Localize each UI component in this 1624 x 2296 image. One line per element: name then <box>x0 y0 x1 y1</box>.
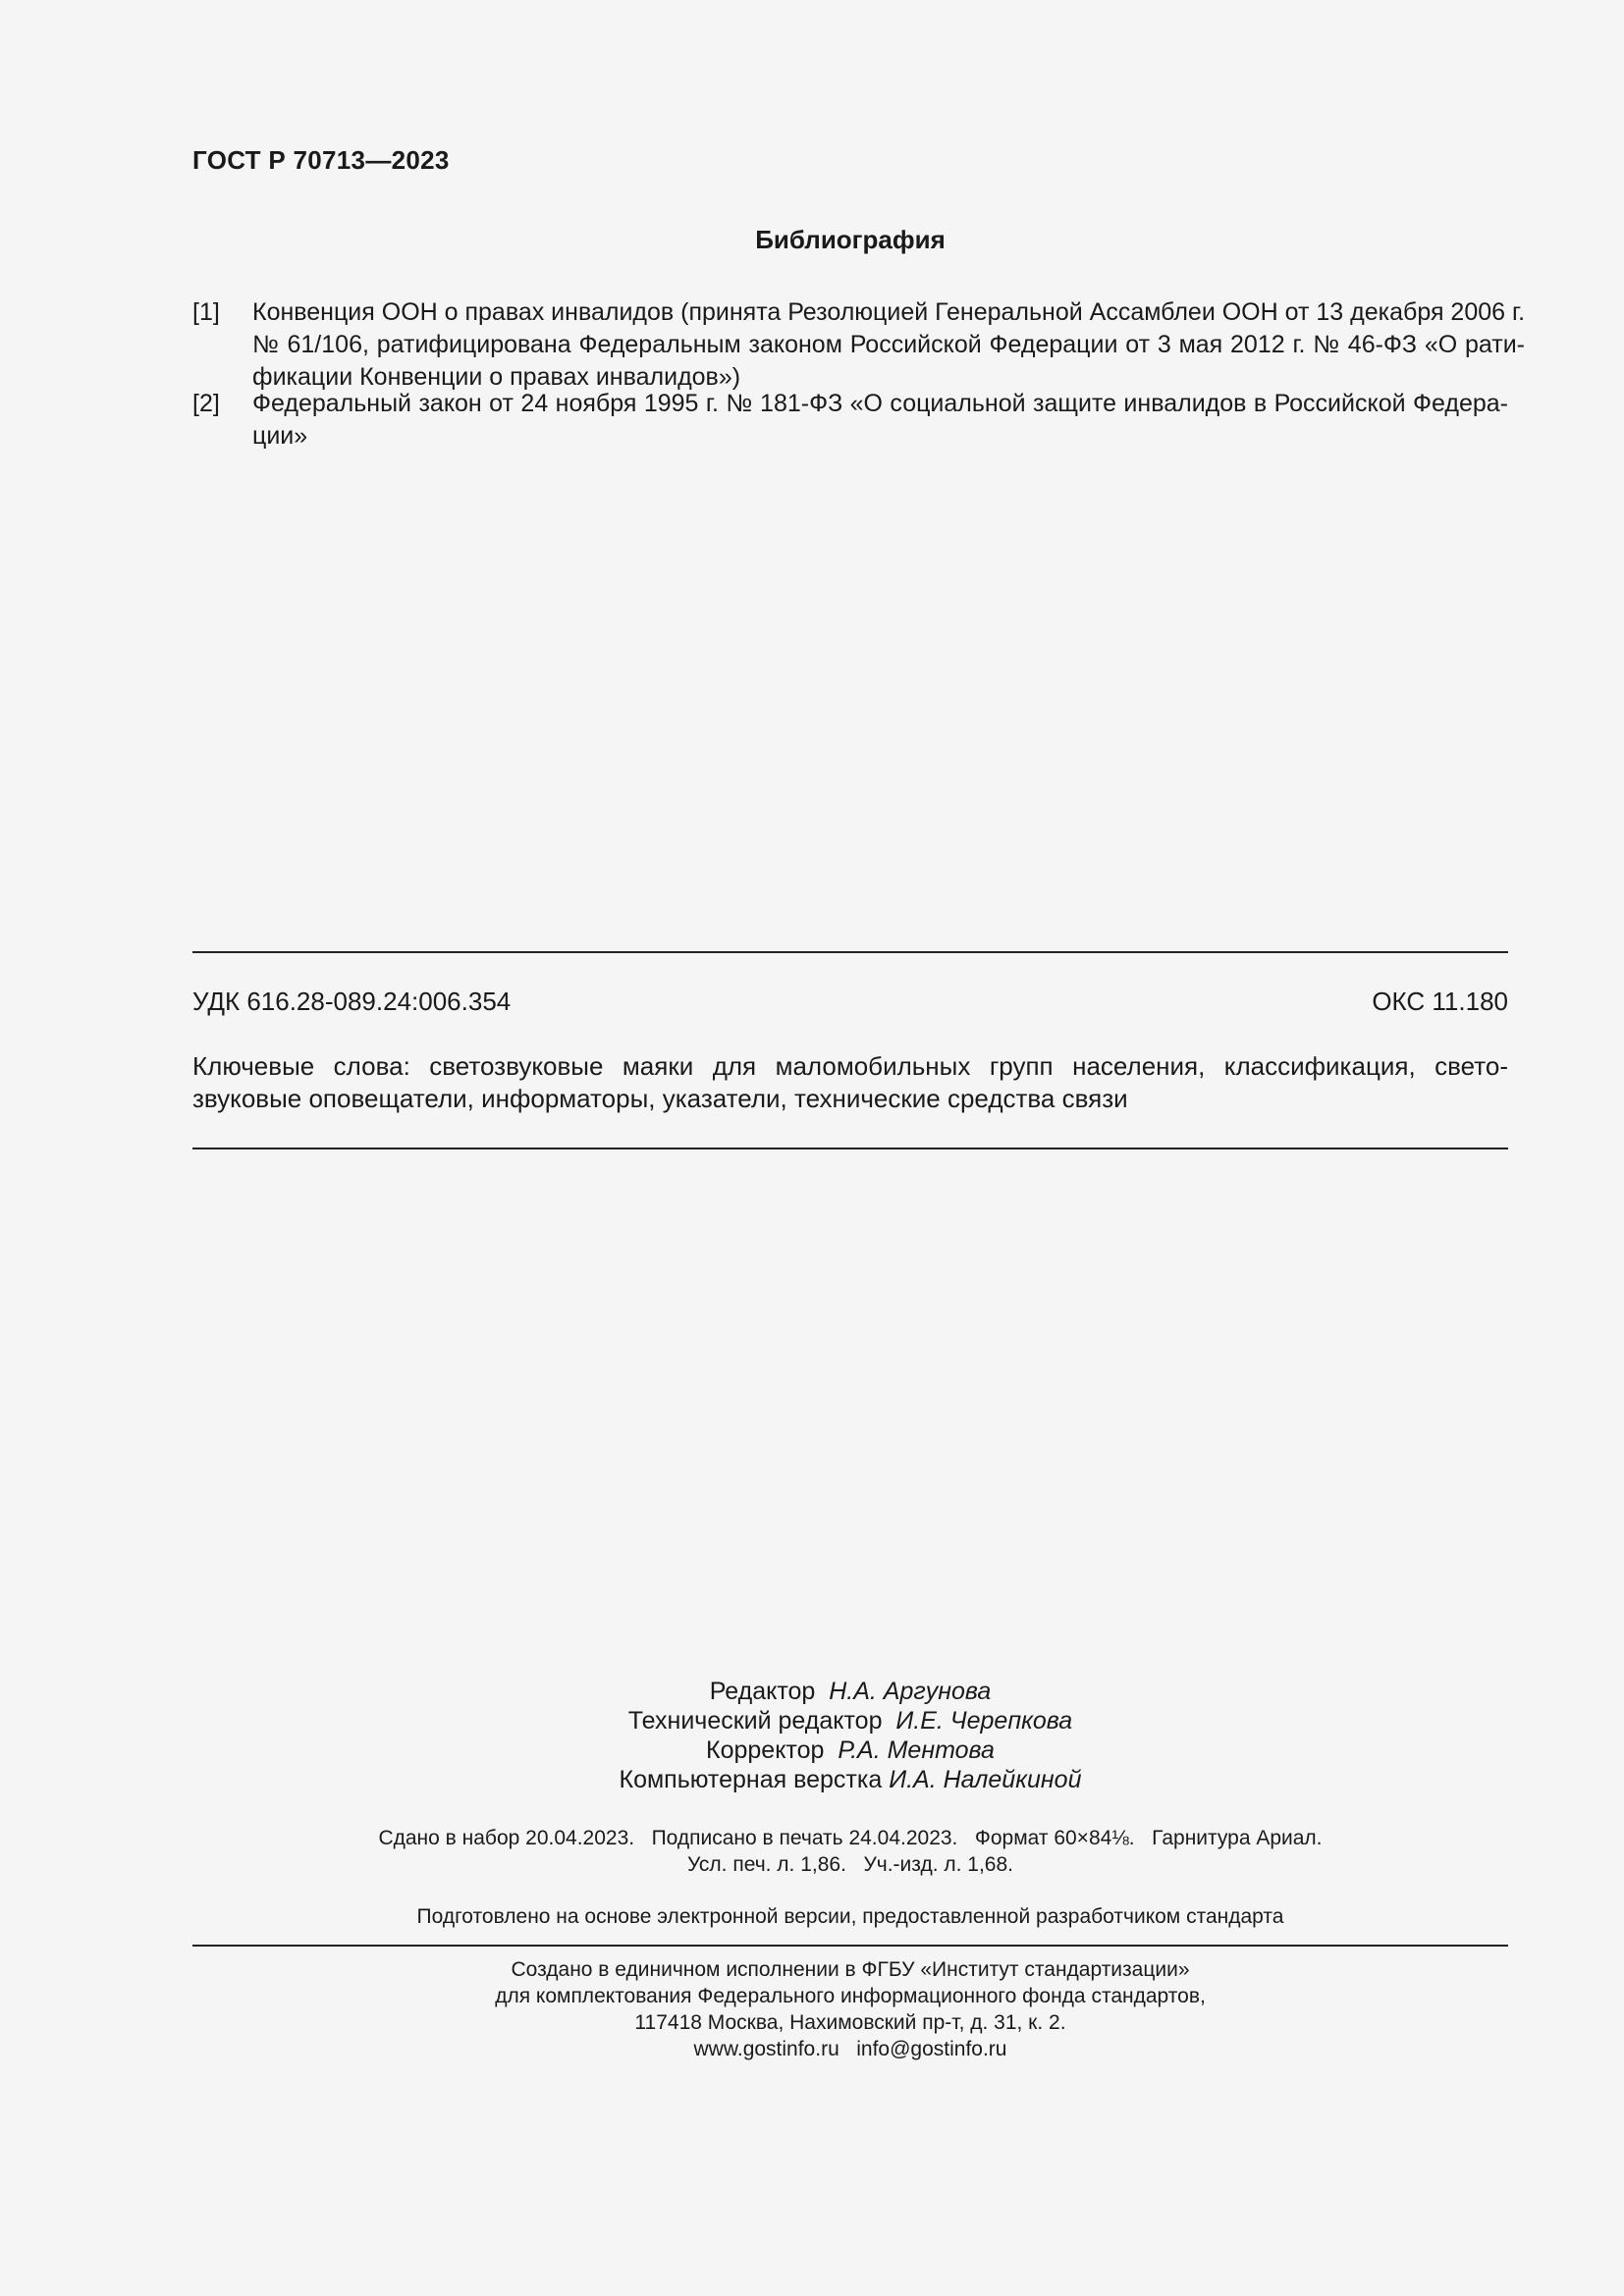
prepared-note <box>192 1903 1508 1930</box>
footer-line: 117418 Москва, Нахимовский пр-т, д. 31, к. 2. <box>634 2011 1066 2034</box>
bibliography-item <box>192 296 1526 394</box>
bibliography-item-number: [2] <box>192 390 220 417</box>
credit-editor <box>192 1677 1508 1706</box>
footer-divider <box>192 1945 1508 1947</box>
credit-corrector <box>192 1735 1508 1765</box>
oks-code: ОКС 11.180 <box>1372 987 1508 1016</box>
prepared-note-text: Подготовлено на основе электронной версии, предоставленной разработчиком стандарта <box>416 1905 1284 1928</box>
bibliography-item-line: ции» <box>252 422 308 450</box>
top-divider <box>192 951 1508 953</box>
bibliography-item-text <box>252 388 1508 453</box>
credit-role: Корректор <box>706 1736 825 1764</box>
credit-name: И.А. Налейкиной <box>889 1766 1082 1793</box>
credit-role: Редактор <box>709 1678 816 1705</box>
bibliography-item-text <box>252 296 1525 394</box>
credit-name: Н.А. Аргунова <box>829 1678 992 1705</box>
credits <box>192 1677 1508 1794</box>
print-info-line: Сдано в набор 20.04.2023. Подписано в печать 24.04.2023. Формат 60×84⅛. Гарнитура Ариал. <box>378 1827 1323 1849</box>
credit-name: Р.А. Ментова <box>838 1736 995 1764</box>
footer-info <box>192 1956 1508 2062</box>
footer-line: www.gostinfo.ru info@gostinfo.ru <box>693 2038 1007 2060</box>
bibliography-item <box>192 388 1508 453</box>
keywords-divider <box>192 1148 1508 1149</box>
bibliography-item-line: фикации Конвенции о правах инвалидов») <box>252 363 741 391</box>
print-info-line: Усл. печ. л. 1,86. Уч.-изд. л. 1,68. <box>686 1853 1013 1876</box>
bibliography-item-line: Федеральный закон от 24 ноября 1995 г. № 181-ФЗ «О социальной защите инвалидов в Российской Федера- <box>252 390 1508 417</box>
print-info <box>192 1825 1508 1878</box>
keywords-line: Ключевые слова: светозвуковые маяки для маломобильных групп населения, классификация, свето- <box>192 1051 1508 1081</box>
udk-code: УДК 616.28-089.24:006.354 <box>192 987 512 1016</box>
footer-line: Создано в единичном исполнении в ФГБУ «Институт стандартизации» <box>511 1958 1190 1981</box>
keywords <box>192 1050 1508 1115</box>
credit-name: И.Е. Черепкова <box>895 1707 1073 1735</box>
credit-layout <box>192 1765 1508 1794</box>
bibliography-item-line: № 61/106, ратифицирована Федеральным законом Российской Федерации от 3 мая 2012 г. № 46-ФЗ «О рати- <box>252 331 1526 358</box>
keywords-line: звуковые оповещатели, информаторы, указатели, технические средства связи <box>192 1084 1128 1113</box>
bibliography-item-line: Конвенция ООН о правах инвалидов (принята Резолюцией Генеральной Ассамблеи ООН от 13 декабря 2006 г. <box>252 298 1526 326</box>
credit-tech-editor <box>192 1706 1508 1735</box>
document-code: ГОСТ Р 70713—2023 <box>192 145 450 175</box>
bibliography-title: Библиография <box>755 225 946 254</box>
bibliography-item-number: [1] <box>192 298 220 326</box>
credit-role: Компьютерная верстка <box>619 1766 883 1793</box>
credit-role: Технический редактор <box>627 1707 883 1735</box>
footer-line: для комплектования Федерального информационного фонда стандартов, <box>495 1985 1206 2007</box>
